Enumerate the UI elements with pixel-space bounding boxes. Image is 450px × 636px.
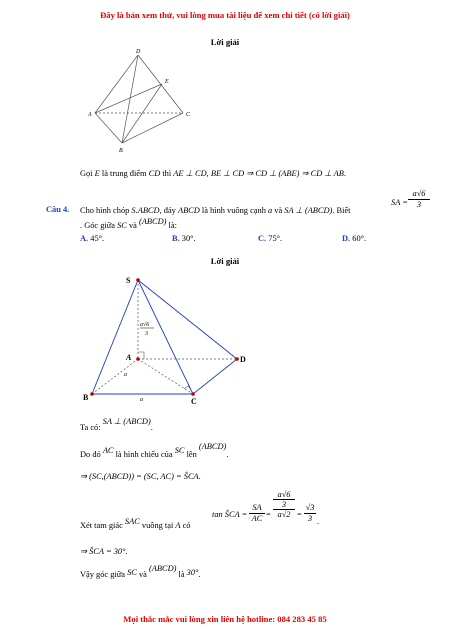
solution-line-1: Ta có: SA ⊥ (ABCD).	[80, 417, 153, 432]
label-side-a1: a	[124, 372, 127, 378]
label-c2: C	[191, 397, 197, 406]
label-a: A	[88, 112, 92, 118]
footer-hotline: Mọi thắc mắc vui lòng xin liên hệ hotline: 084 283 45 85	[123, 614, 327, 624]
option-c[interactable]: C. 75°.	[258, 234, 283, 243]
solution-heading-2: Lời giải	[210, 256, 240, 266]
label-height-den: 3	[145, 331, 148, 337]
label-d: D	[136, 49, 141, 55]
label-b2: B	[83, 393, 89, 402]
solution-line-5: ⇒ ŜCA = 30°.	[80, 547, 128, 556]
question-line-2: . Góc giữa SC và (ABCD) là:	[80, 217, 177, 230]
label-b: B	[119, 148, 123, 154]
tan-frac-2: a√6 3 a√2	[273, 490, 295, 520]
tan-frac-3: √3 3	[305, 503, 315, 523]
sa-fraction: a√6 3	[408, 189, 430, 210]
solution-line-4: Xét tam giác SAC vuông tại A có	[80, 517, 191, 530]
label-d2: D	[240, 355, 246, 364]
sa-formula: SA =	[391, 198, 408, 207]
label-c: C	[186, 112, 191, 118]
solution-line-3: ⇒ (SC,(ABCD)) = (SC, AC) = ŜCA.	[80, 472, 201, 481]
solution-line-6: Vậy góc giữa SC và (ABCD) là 30°.	[80, 564, 201, 579]
solution-heading-1: Lời giải	[210, 37, 240, 47]
label-height-num: a√6	[140, 322, 150, 328]
pyramid-figure	[80, 270, 260, 410]
tan-formula: tan ŜCA =	[212, 510, 248, 519]
option-b[interactable]: B. 30°.	[172, 234, 196, 243]
label-a2: A	[126, 353, 132, 362]
tan-frac-1: SA AC	[249, 503, 265, 524]
label-s: S	[126, 276, 131, 285]
option-d[interactable]: D. 60°.	[342, 234, 367, 243]
label-e: E	[165, 79, 169, 85]
label-side-a2: a	[140, 397, 143, 403]
preview-banner: Đây là bản xem thử, vui lòng mua tài liệu để xem chi tiết (có lời giải)	[100, 10, 350, 20]
prev-solution-line: Gọi E là trung điểm CD thì AE ⊥ CD, BE ⊥ CD ⇒ CD ⊥ (ABE) ⇒ CD ⊥ AB.	[80, 169, 346, 178]
tetrahedron-figure	[80, 45, 200, 155]
solution-line-2: Do đó AC là hình chiếu của SC lên (ABCD).	[80, 442, 229, 459]
question-line-1: Cho hình chóp S.ABCD, đáy ABCD là hình vuông cạnh a và SA ⊥ (ABCD). Biết	[80, 206, 351, 215]
question-number: Câu 4.	[46, 205, 70, 214]
option-a[interactable]: A. 45°.	[80, 234, 105, 243]
